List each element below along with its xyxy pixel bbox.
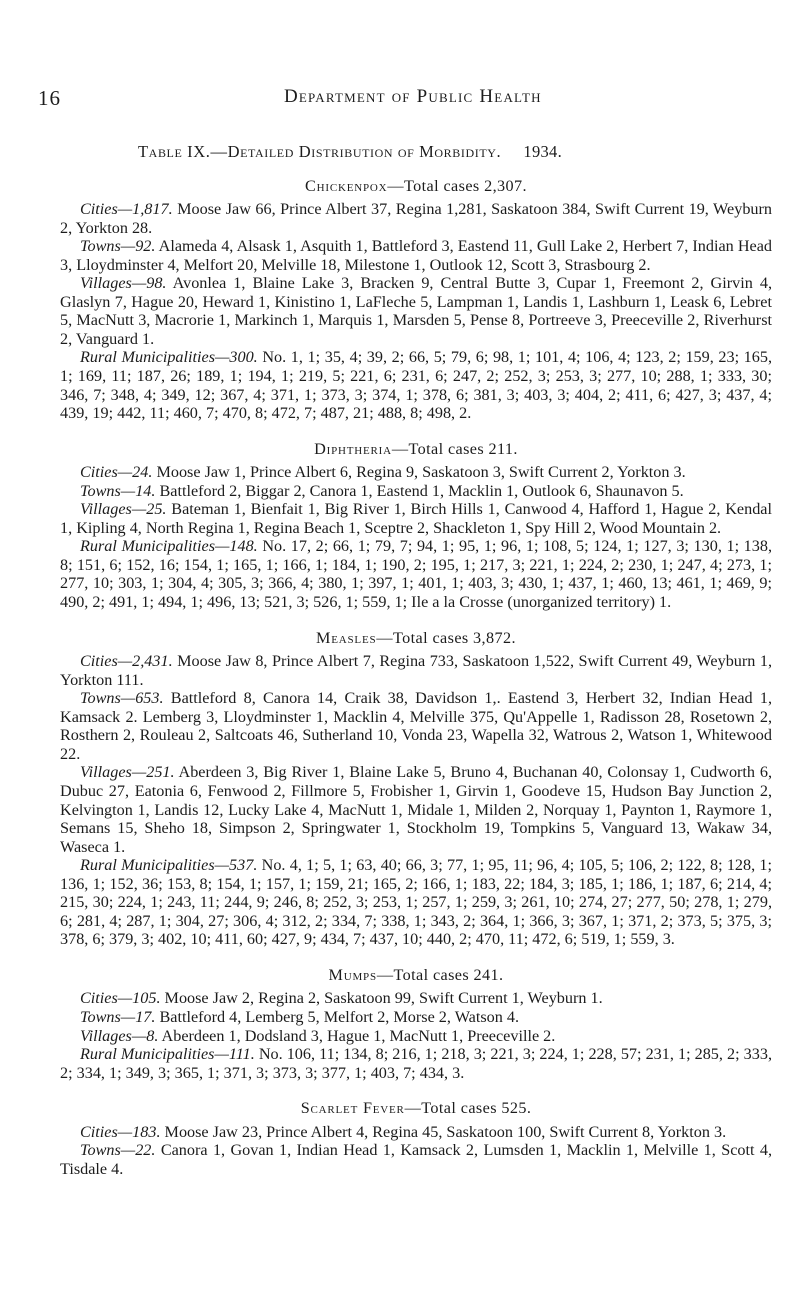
page-header: Department of Public Health — [284, 86, 542, 107]
group-label: Towns—92. — [80, 237, 156, 256]
disease-name: Diphtheria — [314, 439, 392, 458]
group-text: Bateman 1, Bienfait 1, Big River 1, Birch Hills 1, Canwood 4, Hafford 1, Hague 2, Kendal 1, Kipling 4, North Regina 1, Regina Beach 1, Sceptre 2, Shackleton 1, Spy Hill 2, Wood Mountain 2. — [60, 500, 772, 537]
group-text: No. 17, 2; 66, 1; 79, 7; 94, 1; 95, 1; 96, 1; 108, 5; 124, 1; 127, 3; 130, 1; 138, 8; 151, 6; 152, 16; 154, 1; 165, 1; 166, 1; 184, 1; 190, 2; 195, 1; 217, 3; 221, 1; 224, 2; 230, 1; 247, 4; 273, 1; 277, 10; 303, 1; 304, 4; 305, 3; 366, 4; 380, 1; 397, 1; 401, 1; 403, 3; 430, 1; 437, 1; 460, 13; 461, 1; 469, 9; 490, 2; 491, 1; 494, 1; 496, 13; 521, 3; 526, 1; 559, 1; Ile a la Crosse (unorganized territory) 1. — [60, 537, 773, 612]
group-text: No. 4, 1; 5, 1; 63, 40; 66, 3; 77, 1; 95, 11; 96, 4; 105, 5; 106, 2; 122, 8; 128, 1; 136, 1; 152, 36; 153, 8; 154, 1; 157, 1; 159, 21; 165, 2; 166, 1; 183, 22; 184, 3; 185, 1; 186, 1; 187, 6; 214, 4; 215, 30; 224, 1; 243, 11; 244, 9; 246, 8; 252, 3; 253, 1; 257, 1; 259, 3; 261, 10; 274, 27; 277, 50; 278, 1; 279, 6; 281, 4; 287, 1; 304, 27; 306, 4; 312, 2; 334, 7; 338, 1; 343, 2; 364, 1; 366, 3; 367, 1; 371, 2; 373, 5; 375, 3; 378, 6; 379, 3; 402, 10; 411, 60; 427, 9; 434, 7; 437, 10; 440, 2; 470, 11; 472, 6; 519, 1; 559, 3. — [60, 856, 773, 949]
group-label: Villages—251. — [80, 763, 175, 782]
group-text: Battleford 2, Biggar 2, Canora 1, Eastend 1, Macklin 1, Outlook 6, Shaunavon 5. — [155, 481, 684, 500]
locality-group — [60, 463, 772, 482]
group-label: Cities—24. — [80, 463, 153, 482]
disease-sections — [60, 177, 772, 1179]
locality-group — [60, 274, 772, 348]
locality-group — [60, 537, 772, 611]
disease-heading — [60, 177, 772, 196]
disease-section — [60, 629, 772, 949]
group-text: No. 1, 1; 35, 4; 39, 2; 66, 5; 79, 6; 98, 1; 101, 4; 106, 4; 123, 2; 159, 23; 165, 1; 169, 11; 187, 26; 189, 1; 194, 1; 219, 5; 221, 6; 231, 6; 247, 2; 252, 3; 253, 3; 277, 10; 288, 1; 333, 30; 346, 7; 348, 4; 349, 12; 367, 4; 371, 1; 373, 3; 374, 1; 378, 6; 381, 3; 403, 3; 404, 2; 411, 6; 427, 3; 437, 4; 439, 19; 442, 11; 460, 7; 470, 8; 472, 7; 487, 21; 488, 8; 498, 2. — [60, 348, 773, 423]
disease-section — [60, 177, 772, 423]
disease-section — [60, 966, 772, 1082]
group-label: Cities—1,817. — [80, 200, 173, 219]
group-text: No. 106, 11; 134, 8; 216, 1; 218, 3; 221, 3; 224, 1; 228, 57; 231, 1; 285, 2; 333, 2; 334, 1; 349, 3; 365, 1; 371, 3; 373, 3; 377, 1; 403, 7; 434, 3. — [60, 1045, 772, 1082]
group-text: Moose Jaw 1, Prince Albert 6, Regina 9, Saskatoon 3, Swift Current 2, Yorkton 3. — [152, 463, 686, 482]
locality-group — [60, 1027, 772, 1046]
group-label: Villages—98. — [80, 274, 167, 293]
group-label: Cities—2,431. — [80, 652, 173, 671]
locality-group — [60, 1123, 772, 1142]
locality-group — [60, 856, 772, 949]
page-number: 16 — [38, 86, 61, 110]
locality-group — [60, 689, 772, 763]
disease-section — [60, 1099, 772, 1178]
group-text: Moose Jaw 8, Prince Albert 7, Regina 733, Saskatoon 1,522, Swift Current 49, Weyburn 1, Yorkton 111. — [60, 652, 772, 689]
locality-group — [60, 1045, 772, 1082]
group-text: Alameda 4, Alsask 1, Asquith 1, Battleford 3, Eastend 11, Gull Lake 2, Herbert 7, Indian Head 3, Lloydminster 4, Melfort 20, Melville 18, Milestone 1, Outlook 12, Scott 3, Strasbourg 2. — [60, 237, 772, 274]
group-text: Battleford 8, Canora 14, Craik 38, Davidson 1,. Eastend 3, Herbert 32, Indian Head 1, Kamsack 2. Lemberg 3, Lloydminster 1, Macklin 4, Melville 375, Qu'Appelle 1, Radisson 28, Rosetown 2, Rosthern 2, Rouleau 2, Saltcoats 46, Sutherland 10, Vonda 23, Wapella 32, Watrous 2, Watson 1, Whitewood 22. — [60, 689, 772, 763]
locality-group — [60, 200, 772, 237]
group-text: Battleford 4, Lemberg 5, Melfort 2, Morse 2, Watson 4. — [155, 1007, 520, 1026]
table-label: Table IX. — [138, 142, 211, 161]
table-title — [138, 143, 772, 162]
disease-section — [60, 440, 772, 612]
locality-group — [60, 763, 772, 856]
group-label: Cities—183. — [80, 1122, 161, 1141]
group-label: Rural Municipalities—300. — [80, 348, 258, 367]
disease-total: —Total cases 2,307. — [387, 176, 527, 195]
disease-heading — [60, 966, 772, 985]
group-text: Aberdeen 3, Big River 1, Blaine Lake 5, Bruno 4, Buchanan 40, Colonsay 1, Cudworth 6, Dubuc 27, Eatonia 6, Fenwood 2, Fillmore 5, Frobisher 1, Girvin 1, Goodeve 15, Hudson Bay Junction 2, Kelvington 1, Landis 12, Lucky Lake 4, MacNutt 1, Midale 1, Milden 2, Norquay 1, Paynton 1, Raymore 1, Semans 15, Sheho 18, Simpson 2, Springwater 1, Stockholm 19, Tompkins 5, Vanguard 13, Wakaw 34, Waseca 1. — [60, 763, 772, 856]
group-text: Aberdeen 1, Dodsland 3, Hague 1, MacNutt 1, Preeceville 2. — [158, 1026, 556, 1045]
table-title-text: —Detailed Distribution of Morbidity. — [210, 142, 502, 161]
locality-group — [60, 1008, 772, 1027]
running-head — [38, 86, 760, 116]
table-year: 1934. — [523, 142, 563, 161]
table-body — [60, 143, 772, 1178]
group-label: Towns—14. — [80, 481, 156, 500]
group-label: Towns—653. — [80, 689, 164, 708]
group-text: Moose Jaw 66, Prince Albert 37, Regina 1,281, Saskatoon 384, Swift Current 19, Weyburn 2, Yorkton 28. — [60, 200, 772, 237]
disease-total: —Total cases 525. — [404, 1099, 532, 1118]
group-label: Villages—25. — [80, 500, 167, 519]
group-text: Moose Jaw 2, Regina 2, Saskatoon 99, Swift Current 1, Weyburn 1. — [160, 989, 603, 1008]
locality-group — [60, 237, 772, 274]
group-label: Towns—17. — [80, 1007, 156, 1026]
disease-total: —Total cases 241. — [376, 965, 504, 984]
disease-total: —Total cases 211. — [391, 439, 518, 458]
disease-total: —Total cases 3,872. — [376, 628, 516, 647]
disease-name: Chickenpox — [305, 176, 388, 195]
group-label: Villages—8. — [80, 1026, 159, 1045]
disease-name: Scarlet Fever — [300, 1099, 405, 1118]
disease-name: Mumps — [328, 965, 377, 984]
group-label: Towns—22. — [80, 1141, 156, 1160]
locality-group — [60, 348, 772, 422]
group-label: Cities—105. — [80, 989, 161, 1008]
disease-heading — [60, 629, 772, 648]
locality-group — [60, 652, 772, 689]
locality-group — [60, 989, 772, 1008]
disease-heading — [60, 1099, 772, 1118]
locality-group — [60, 1141, 772, 1178]
locality-group — [60, 500, 772, 537]
group-label: Rural Municipalities—148. — [80, 537, 258, 556]
group-label: Rural Municipalities—537. — [80, 856, 258, 875]
group-label: Rural Municipalities—111. — [80, 1045, 255, 1064]
group-text: Avonlea 1, Blaine Lake 3, Bracken 9, Central Butte 3, Cupar 1, Freemont 2, Girvin 4, Glaslyn 7, Hague 20, Heward 1, Kinistino 1, LaFleche 5, Lampman 1, Landis 1, Lashburn 1, Leask 6, Lebret 5, MacNutt 3, Macrorie 1, Markinch 1, Marquis 1, Marsden 5, Pense 8, Portreeve 3, Preeceville 2, Riverhurst 2, Vanguard 1. — [60, 274, 772, 348]
group-text: Canora 1, Govan 1, Indian Head 1, Kamsack 2, Lumsden 1, Macklin 1, Melville 1, Scott 4, Tisdale 4. — [60, 1141, 772, 1178]
locality-group — [60, 482, 772, 501]
disease-name: Measles — [316, 628, 377, 647]
group-text: Moose Jaw 23, Prince Albert 4, Regina 45, Saskatoon 100, Swift Current 8, Yorkton 3. — [160, 1122, 727, 1141]
disease-heading — [60, 440, 772, 459]
